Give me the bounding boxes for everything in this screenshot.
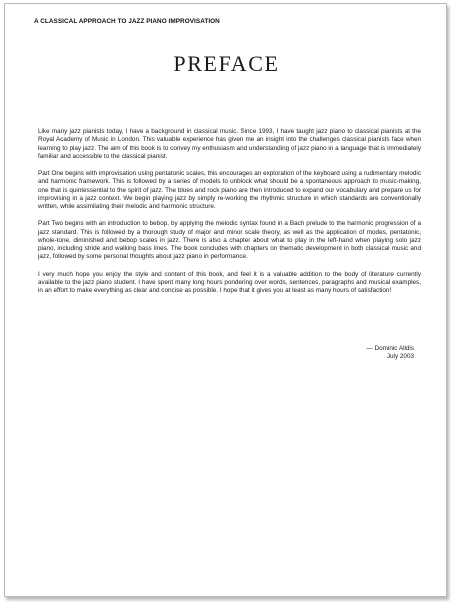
page-title: PREFACE: [173, 51, 280, 76]
document-page: [4, 3, 447, 597]
paragraph-3: Part Two begins with an introduction to bebop, by applying the melodic syntax found in a Bach prelude to the harmonic progression of a jazz standard. This is followed by a thorough study of major and minor scale theory, as well as the application of modes, pentatonic, whole-tone, diminished and bebop scales in jazz. There is also a chapter about what to play in the left-hand when playing solo jazz piano, including stride and walking bass lines. The book concludes with chapters on thematic development in both classical music and jazz, followed by some personal thoughts about jazz piano in performance.: [38, 220, 421, 261]
paragraph-2: Part One begins with improvisation using pentatonic scales, this encourages an exploration of the keyboard using a rudimentary melodic and harmonic framework. This is followed by a series of models to unblock what should be a spontaneous approach to music-making, one that is quintessential to the spirit of jazz. The blues and rock piano are then introduced to expand our vocabulary and prepare us for improvising in a jazz context. We begin playing jazz by simply re-working the rhythmic structure in which standards are conventionally written, while assimilating their melodic and harmonic structure.: [38, 170, 421, 210]
author-signature: — Dominic Alldis: [366, 345, 414, 352]
running-header: A CLASSICAL APPROACH TO JAZZ PIANO IMPROVISATION: [34, 18, 220, 25]
paragraph-1: Like many jazz pianists today, I have a background in classical music. Since 1993, I have taught jazz piano to classical pianists at the Royal Academy of Music in London. This valuable experience has given me an insight into the challenges classical pianists face when learning to play jazz. The aim of this book is to convey my enthusiasm and understanding of jazz piano in a language that is immediately familiar and accessible to the classical pianist.: [38, 128, 421, 160]
signature-block: [366, 345, 414, 362]
signature-date: July 2003: [386, 353, 414, 361]
paragraph-4: I very much hope you enjoy the style and content of this book, and feel it is a valuable addition to the body of literature currently available to the jazz piano student. I have spent many long hours pondering over words, sentences, paragraphs and musical examples, in an effort to make everything as clear and concise as possible. I hope that it gives you at least as many hours of satisfaction!: [38, 270, 421, 294]
preface-body: [38, 128, 421, 304]
